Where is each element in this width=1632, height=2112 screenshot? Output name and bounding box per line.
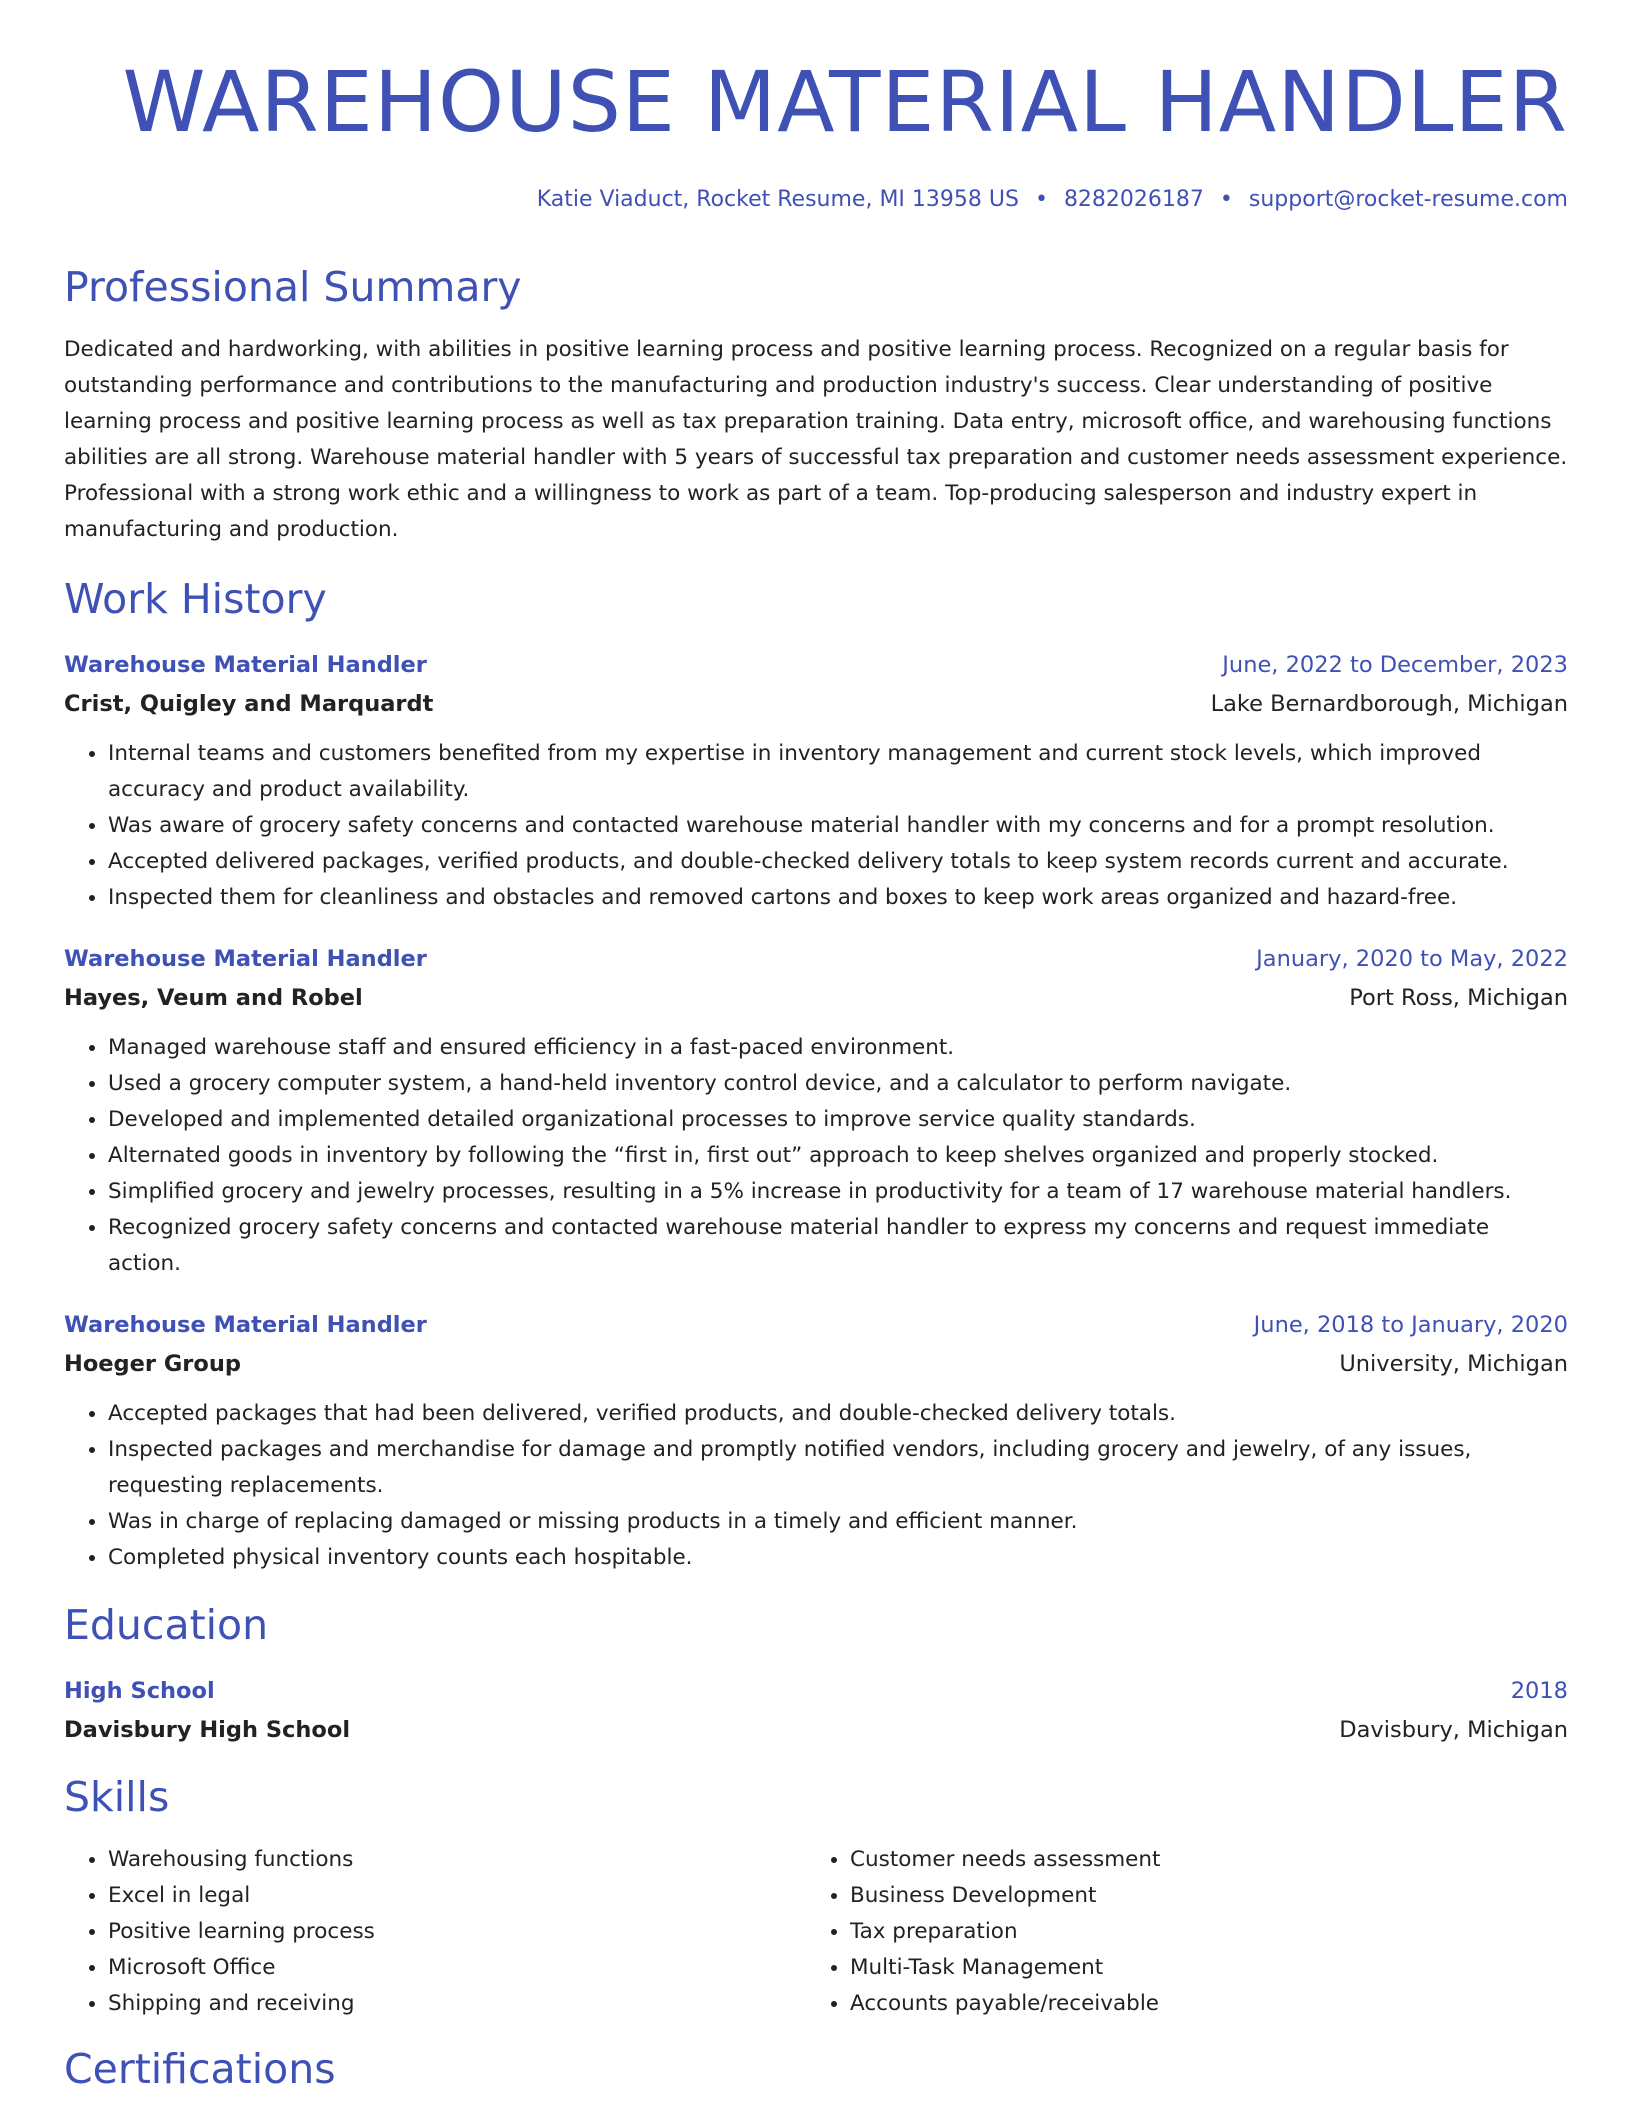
- summary-heading: Professional Summary: [64, 263, 522, 311]
- job-title: Warehouse Material Handler: [64, 946, 427, 972]
- separator-dot: •: [1034, 187, 1048, 212]
- skill-item: • Multi-Task Management: [850, 1950, 1548, 1986]
- skill-item: • Customer needs assessment: [850, 1842, 1548, 1878]
- separator-dot: •: [1219, 187, 1233, 212]
- contact-email: support@rocket-resume.com: [1248, 187, 1568, 212]
- list-item: • Simplified grocery and jewelry processes, resulting in a 5% increase in productivity for a team of 17 warehouse material handlers.: [108, 1174, 1568, 1210]
- skills-heading: Skills: [64, 1773, 170, 1821]
- skill-item: • Tax preparation: [850, 1914, 1548, 1950]
- list-item: • Inspected them for cleanliness and obstacles and removed cartons and boxes to keep work areas organized and hazard-free.: [108, 880, 1568, 916]
- job-entry: [64, 1306, 1568, 1576]
- education-school: Davisbury High School: [64, 1717, 351, 1743]
- contact-phone: 8282026187: [1063, 187, 1204, 212]
- skills-column-left: [64, 1842, 806, 2022]
- job-dates: January, 2020 to May, 2022: [1256, 946, 1568, 972]
- job-bullets: [64, 1030, 1568, 1282]
- job-bullets: [64, 1396, 1568, 1576]
- list-item: • Recognized grocery safety concerns and contacted warehouse material handler to express my concerns and request immediate action.: [108, 1210, 1568, 1282]
- job-location: Port Ross, Michigan: [1349, 985, 1568, 1011]
- skill-item: • Business Development: [850, 1878, 1548, 1914]
- skill-item: • Positive learning process: [108, 1914, 806, 1950]
- skills-list: [64, 1842, 1568, 2022]
- job-entry: [64, 940, 1568, 1282]
- list-item: • Accepted packages that had been delivered, verified products, and double-checked delivery totals.: [108, 1396, 1568, 1432]
- job-company: Crist, Quigley and Marquardt: [64, 691, 434, 717]
- resume-name: WAREHOUSE MATERIAL HANDLER: [122, 53, 1568, 151]
- list-item: • Developed and implemented detailed organizational processes to improve service quality standards.: [108, 1102, 1568, 1138]
- list-item: • Was in charge of replacing damaged or missing products in a timely and efficient manner.: [108, 1504, 1568, 1540]
- work-history-heading: Work History: [64, 575, 327, 623]
- contact-address: Katie Viaduct, Rocket Resume, MI 13958 US: [536, 187, 1019, 212]
- job-company: Hoeger Group: [64, 1351, 241, 1377]
- job-dates: June, 2022 to December, 2023: [1222, 652, 1568, 678]
- job-company: Hayes, Veum and Robel: [64, 985, 363, 1011]
- job-title: Warehouse Material Handler: [64, 1312, 427, 1338]
- job-entry: [64, 646, 1568, 916]
- skill-item: • Accounts payable/receivable: [850, 1986, 1548, 2022]
- skill-item: • Warehousing functions: [108, 1842, 806, 1878]
- skill-item: • Excel in legal: [108, 1878, 806, 1914]
- contact-line: [64, 180, 1568, 220]
- job-bullets: [64, 736, 1568, 916]
- education-year: 2018: [1510, 1678, 1568, 1704]
- education-degree: High School: [64, 1678, 215, 1704]
- job-title: Warehouse Material Handler: [64, 652, 427, 678]
- resume-page: [64, 52, 1568, 2094]
- list-item: • Accepted delivered packages, verified products, and double-checked delivery totals to keep system records current and accurate.: [108, 844, 1568, 880]
- job-location: Lake Bernardborough, Michigan: [1210, 691, 1568, 717]
- certifications-heading: Certifications: [64, 2045, 336, 2093]
- list-item: • Alternated goods in inventory by following the “first in, first out” approach to keep shelves organized and properly stocked.: [108, 1138, 1568, 1174]
- education-heading: Education: [64, 1601, 269, 1649]
- job-location: University, Michigan: [1339, 1351, 1568, 1377]
- skill-item: • Microsoft Office: [108, 1950, 806, 1986]
- list-item: • Internal teams and customers benefited from my expertise in inventory management and current stock levels, which improved accuracy and product availability.: [108, 736, 1568, 808]
- education-location: Davisbury, Michigan: [1339, 1717, 1568, 1743]
- summary-text: Dedicated and hardworking, with abilities in positive learning process and positive learning process. Recognized on a regular basis for outstanding performance and contributions to the manufacturing and production industry's success. Clear understanding of positive learning process and positive learning process as well as tax preparation training. Data entry, microsoft office, and warehousing functions abilities are all strong. Warehouse material handler with 5 years of successful tax preparation and customer needs assessment experience. Professional with a strong work ethic and a willingness to work as part of a team. Top-producing salesperson and industry expert in manufacturing and production.: [64, 337, 1568, 542]
- list-item: • Completed physical inventory counts each hospitable.: [108, 1540, 1568, 1576]
- list-item: • Was aware of grocery safety concerns and contacted warehouse material handler with my concerns and for a prompt resolution.: [108, 808, 1568, 844]
- skills-column-right: [806, 1842, 1548, 2022]
- education-entry: [64, 1672, 1568, 1750]
- list-item: • Inspected packages and merchandise for damage and promptly notified vendors, including grocery and jewelry, of any issues, requesting replacements.: [108, 1432, 1568, 1504]
- list-item: • Managed warehouse staff and ensured efficiency in a fast-paced environment.: [108, 1030, 1568, 1066]
- list-item: • Used a grocery computer system, a hand-held inventory control device, and a calculator to perform navigate.: [108, 1066, 1568, 1102]
- job-dates: June, 2018 to January, 2020: [1253, 1312, 1568, 1338]
- skill-item: • Shipping and receiving: [108, 1986, 806, 2022]
